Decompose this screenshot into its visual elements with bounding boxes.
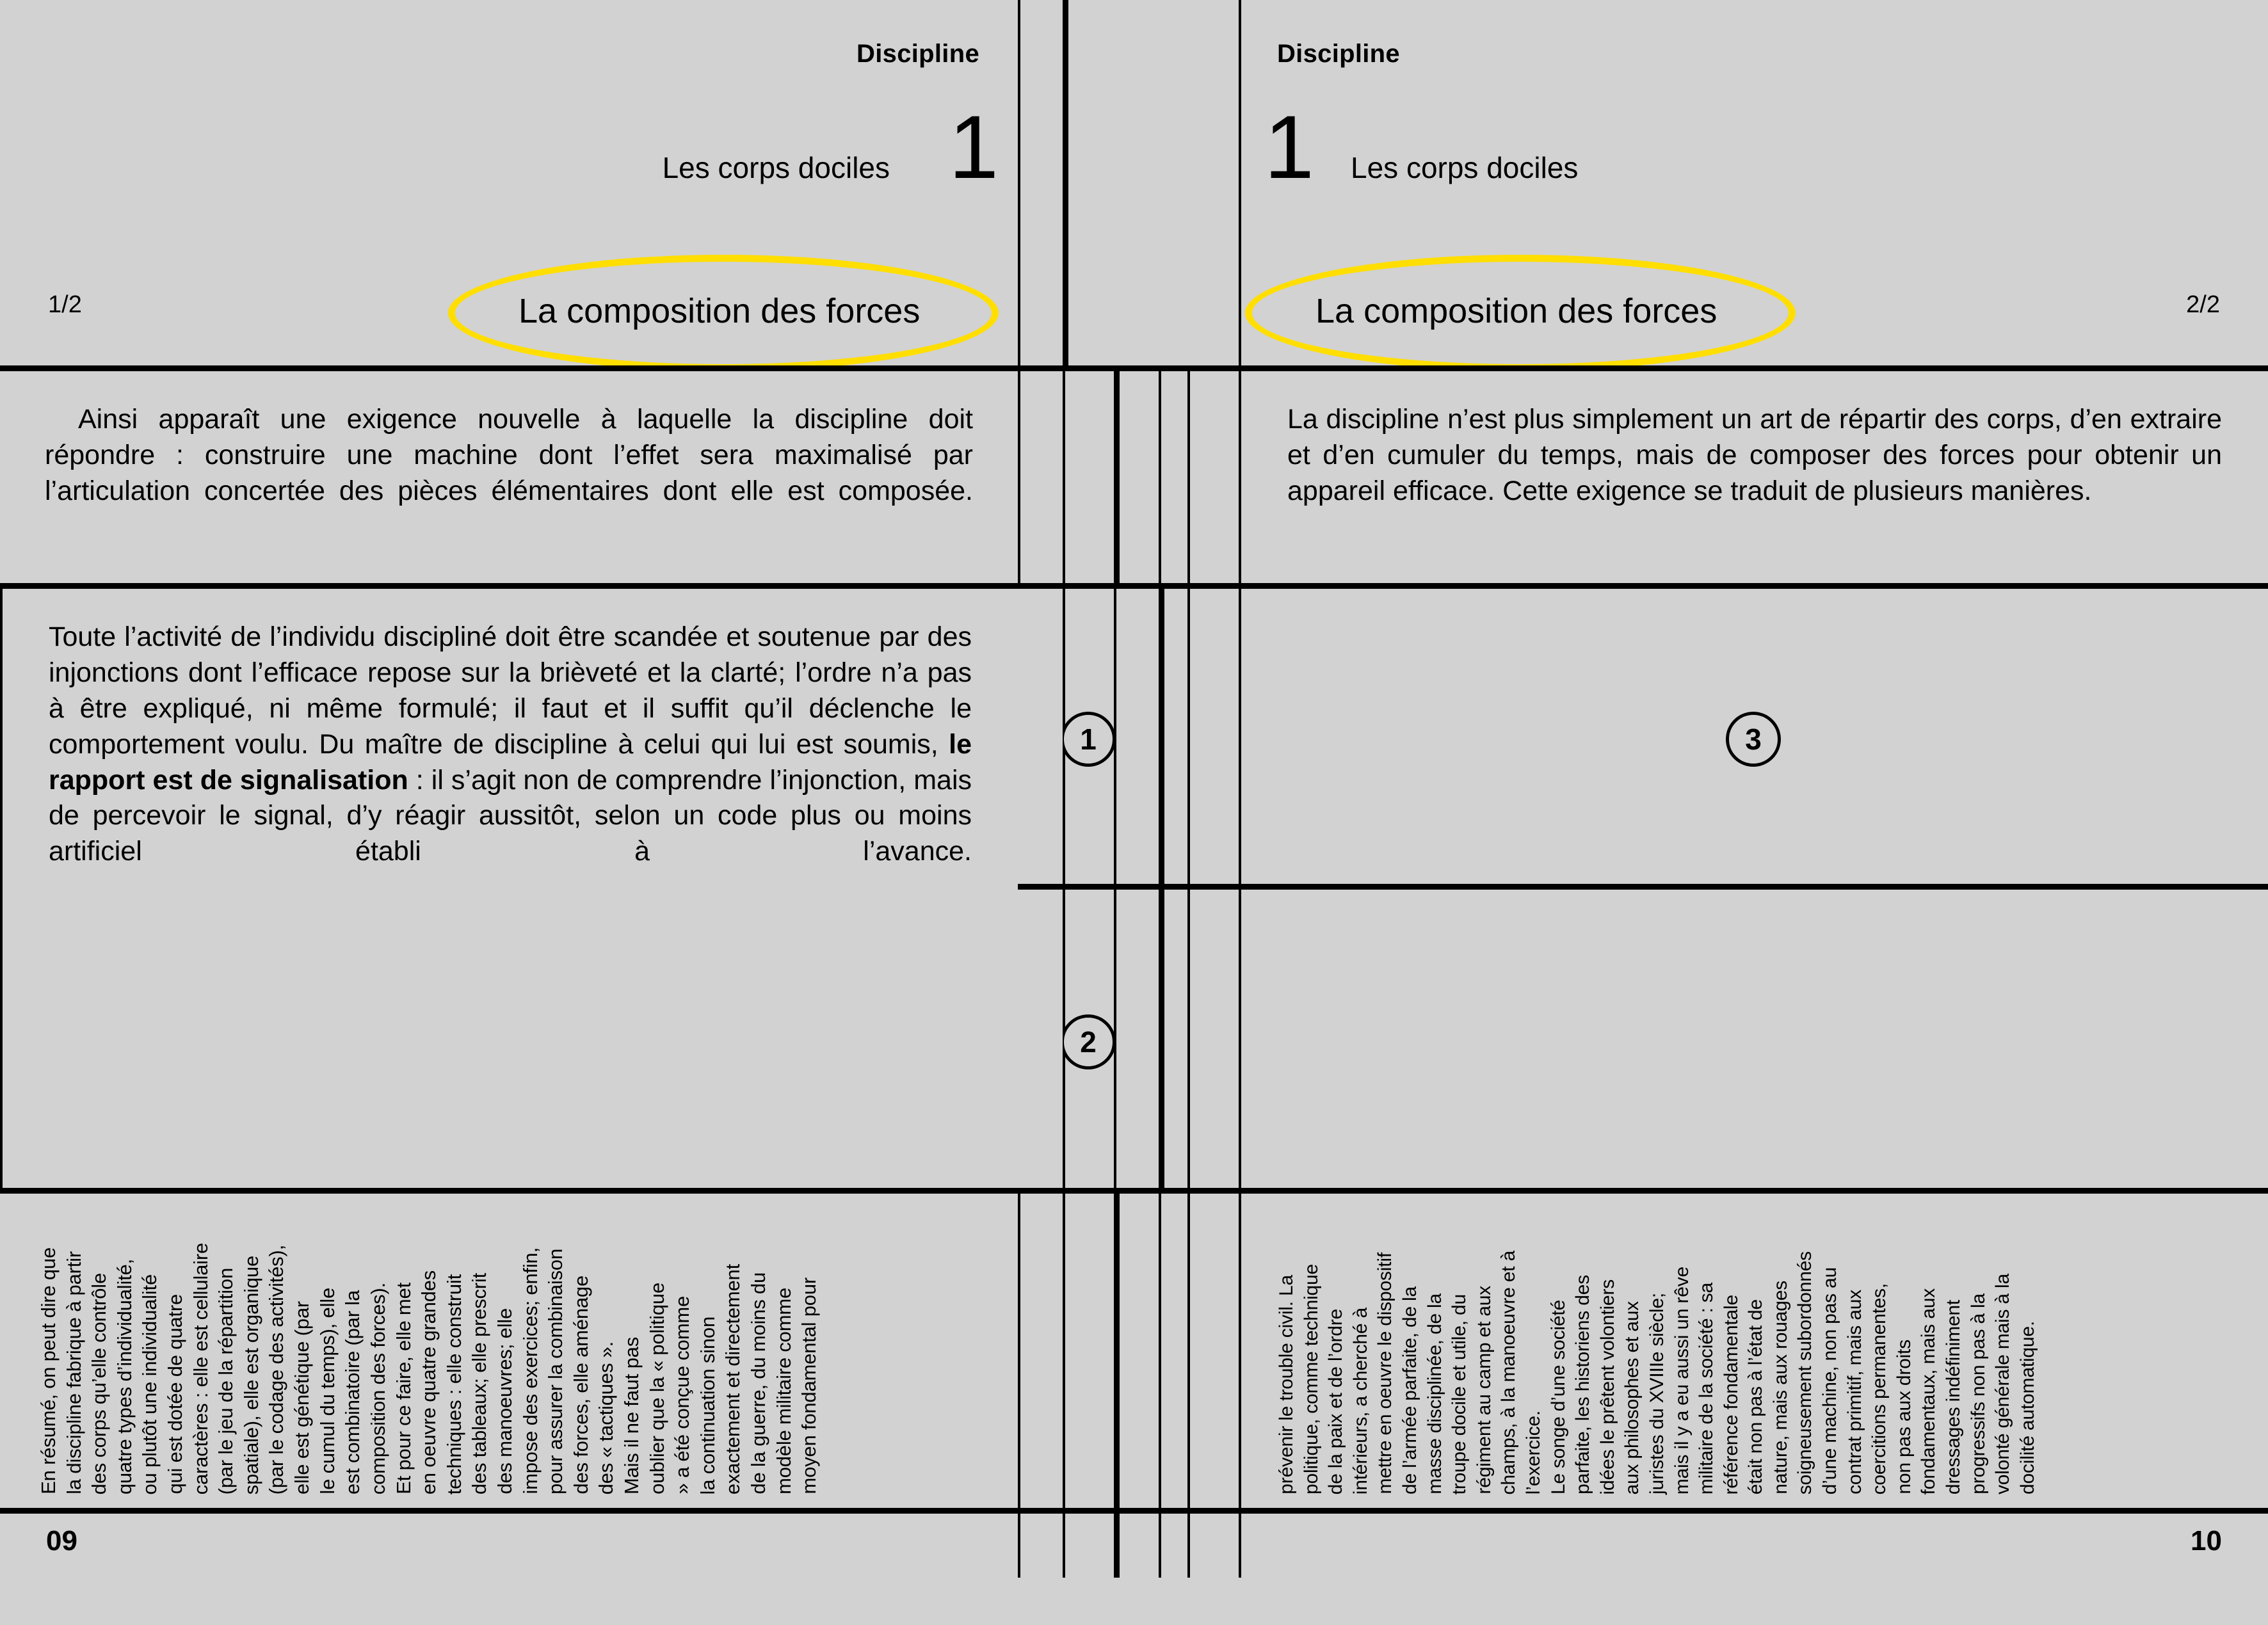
header-bottom-rule <box>0 365 1018 371</box>
divider-line <box>1159 583 1187 589</box>
right-vertical-text-area <box>1239 1194 2268 1514</box>
vertical-line: parfaite, les historiens des <box>1572 1275 1594 1494</box>
gutter-col-d-header <box>1159 0 1187 371</box>
vertical-line: idées le prêtent volontiers <box>1596 1279 1618 1494</box>
vertical-line: impose des exercices; enfin, <box>519 1247 542 1494</box>
vertical-line: modèle militaire comme <box>772 1288 795 1494</box>
gutter-col-a-header <box>1018 0 1063 371</box>
gutter-col-e-header <box>1187 0 1239 371</box>
divider-line <box>1063 0 1068 371</box>
left-section-title: La composition des forces <box>519 292 921 330</box>
divider-line <box>1239 365 2268 371</box>
vertical-line: pour assurer la combinaison <box>544 1248 567 1494</box>
paragraph-text <box>49 620 972 906</box>
vertical-line: (par le jeu de la répartition <box>214 1267 237 1494</box>
vertical-line: elle est génétique (par <box>291 1301 314 1494</box>
left-vertical-lines <box>36 1213 992 1494</box>
divider-line <box>1187 583 1239 589</box>
vertical-line: des manoeuvres; elle <box>493 1308 516 1494</box>
vertical-line: politique, comme technique <box>1300 1263 1322 1494</box>
gutter-col-d-r3 <box>1187 589 1239 890</box>
vertical-line: champs, à la manoeuvre et à <box>1498 1250 1520 1494</box>
divider-line <box>1018 0 1020 371</box>
divider-line <box>1063 1188 1114 1194</box>
vertical-line: mais il y a eu aussi un rêve <box>1671 1266 1693 1494</box>
divider-line <box>1063 884 1114 890</box>
marker-badge-3: 3 <box>1726 712 1781 767</box>
divider-line <box>1239 589 1241 890</box>
divider-line <box>1159 1508 1187 1514</box>
vertical-line: d’une machine, non pas au <box>1819 1267 1841 1494</box>
vertical-line: en oeuvre quatre grandes <box>417 1270 440 1494</box>
vertical-line: coercitions permanentes, <box>1869 1283 1890 1494</box>
gutter-col-a-r6 <box>1018 1514 1063 1578</box>
vertical-line: techniques : elle construit <box>442 1274 465 1494</box>
vertical-line: juristes du XVIIIe siècle; <box>1646 1293 1668 1494</box>
divider-line <box>1063 365 1114 371</box>
divider-line <box>1114 589 1116 890</box>
divider-line <box>1239 890 1241 1194</box>
gutter-col-e-r2 <box>1187 371 1239 589</box>
divider-line <box>1114 1194 1120 1514</box>
right-block-0-text: La discipline n’est plus simplement un art de répartir des corps, d’en extraire et d’en cumuler du temps, mais de composer des forces pour obtenir un appareil efficace. Cette exigence se traduit de plusieurs manières. <box>1287 404 2222 506</box>
divider-line <box>1159 371 1161 589</box>
right-discipline-label: Discipline <box>1277 40 1400 68</box>
right-page-header <box>1239 0 2268 371</box>
divider-line <box>1159 884 1187 890</box>
gutter-col-d-r2 <box>1159 371 1187 589</box>
divider-line <box>1187 884 1239 890</box>
divider-line <box>1239 1194 1241 1514</box>
vertical-line: Mais il ne faut pas <box>620 1336 643 1494</box>
vertical-line: mettre en oeuvre le dispositif <box>1374 1253 1396 1494</box>
vertical-line: qui est dotée de quatre <box>164 1294 187 1494</box>
left-page-header <box>0 0 1018 371</box>
left-chapter-title: Les corps dociles <box>662 151 890 184</box>
vertical-line: soigneusement subordonnés <box>1794 1251 1816 1494</box>
gutter-col-b-r2 <box>1063 371 1114 589</box>
gutter-col-a-r2 <box>1018 371 1063 589</box>
left-discipline-label: Discipline <box>857 40 979 68</box>
divider-line <box>1114 371 1120 589</box>
vertical-line: » a été conçue comme <box>671 1296 694 1494</box>
divider-line <box>1018 365 1063 371</box>
vertical-line: la continuation sinon <box>696 1316 719 1494</box>
gutter-col-d-r4 <box>1187 890 1239 1194</box>
paragraph-text <box>1287 402 2222 509</box>
divider-line <box>1114 583 1159 589</box>
divider-line <box>1239 1514 1241 1578</box>
vertical-line: ou plutôt une individualité <box>138 1274 161 1494</box>
left-folio: 09 <box>46 1525 77 1557</box>
divider-line <box>1114 884 1159 890</box>
divider-line <box>1187 1188 1239 1194</box>
divider-line <box>1114 1188 1159 1194</box>
vertical-line: contrat primitif, mais aux <box>1844 1290 1865 1494</box>
gutter-col-a-r5 <box>1018 1194 1063 1514</box>
divider-line <box>1063 583 1114 589</box>
divider-line <box>1239 1508 2268 1514</box>
vertical-line: est combinatoire (par la <box>341 1290 364 1494</box>
paragraph-text <box>45 402 973 545</box>
vertical-line: des « tactiques ». <box>595 1341 618 1494</box>
divider-line <box>1018 583 1063 589</box>
vertical-line: des corps qu’elle contrôle <box>88 1272 111 1494</box>
vertical-line: non pas aux droits <box>1893 1340 1915 1494</box>
vertical-line: la discipline fabrique à partir <box>62 1251 85 1494</box>
vertical-line: des tableaux; elle prescrit <box>468 1272 491 1494</box>
vertical-line: régiment au camp et aux <box>1473 1286 1495 1494</box>
vertical-line: (par le codage des activités), <box>265 1244 288 1494</box>
gutter-col-b-r6 <box>1063 1514 1114 1578</box>
divider-line <box>1114 1508 1159 1514</box>
left-discipline-number: 1 <box>949 97 999 197</box>
vertical-line: prévenir le trouble civil. La <box>1276 1275 1297 1494</box>
vertical-line: exactement et directement <box>721 1263 744 1494</box>
divider-line <box>1239 1188 2268 1194</box>
vertical-line: caractères : elle est cellulaire <box>189 1242 212 1494</box>
divider-line <box>1114 890 1116 1194</box>
divider-line <box>1239 583 2268 589</box>
vertical-line: le cumul du temps), elle <box>316 1288 339 1494</box>
gutter-col-e-r5 <box>1187 1194 1239 1514</box>
divider-line <box>1063 371 1065 589</box>
divider-line <box>1159 890 1164 1194</box>
divider-line <box>1018 1194 1020 1514</box>
vertical-line: volonté générale mais à la <box>1992 1273 2014 1494</box>
right-block-1 <box>0 589 1018 1194</box>
right-folio: 10 <box>2191 1525 2222 1557</box>
vertical-line: nature, mais aux rouages <box>1769 1281 1791 1494</box>
divider-line <box>1159 1514 1161 1578</box>
gutter-col-b-header <box>1063 0 1114 371</box>
divider-line <box>0 1508 1018 1514</box>
marker-col-left-1 <box>1063 589 1114 890</box>
right-vertical-lines <box>1275 1213 2242 1494</box>
divider-line <box>1114 365 1159 371</box>
marker-col-right-3 <box>1239 589 2268 890</box>
vertical-line: de la guerre, du moins du <box>747 1272 770 1494</box>
vertical-line: progressifs non pas à la <box>1967 1293 1989 1494</box>
vertical-line: militaire de la société : sa <box>1696 1282 1717 1494</box>
vertical-line: dressages indéfiniment <box>1943 1299 1965 1494</box>
vertical-line: masse disciplinée, de la <box>1424 1293 1445 1494</box>
divider-line <box>1018 1514 1020 1578</box>
divider-line <box>1159 1194 1161 1514</box>
divider-line <box>1018 371 1020 589</box>
divider-line <box>0 1188 1018 1194</box>
gutter-col-c-r6 <box>1114 1514 1159 1578</box>
vertical-line: de la paix et de l’ordre <box>1325 1308 1347 1494</box>
vertical-line: Et pour ce faire, elle met <box>392 1283 415 1494</box>
vertical-line: l’exercice. <box>1522 1410 1544 1494</box>
left-block-0-text: Ainsi apparaît une exigence nouvelle à laquelle la discipline doit répondre : construire une machine dont l’effet sera maximalisé par l’articulation concertée des pièces élémentaires dont elle est composée. <box>45 404 973 506</box>
vertical-line: troupe docile et utile, du <box>1449 1293 1470 1494</box>
left-block-0 <box>0 371 1018 589</box>
vertical-line: composition des forces). <box>366 1282 389 1494</box>
divider-line <box>1063 1514 1065 1578</box>
vertical-line: référence fondamentale <box>1720 1294 1742 1494</box>
divider-line <box>1063 1508 1114 1514</box>
divider-line <box>1239 0 1241 371</box>
divider-line <box>1187 890 1190 1194</box>
divider-line <box>0 583 1018 589</box>
vertical-line: En résumé, on peut dire que <box>37 1247 60 1494</box>
divider-line <box>1114 1514 1120 1578</box>
vertical-line: intérieurs, a cherché à <box>1349 1307 1371 1494</box>
vertical-line: quatre types d’individualité, <box>113 1258 136 1494</box>
marker-col-left-2 <box>1063 890 1114 1194</box>
gutter-col-c-r3 <box>1159 589 1187 890</box>
vertical-line: était non pas à l’état de <box>1745 1299 1767 1494</box>
gutter-col-c-header <box>1114 0 1159 371</box>
left-page-footer <box>0 1514 1018 1578</box>
right-block-1-text-before: Toute l’activité de l’individu discipliné doit être scandée et soutenue par des injonctions dont l’efficace repose sur la brièveté et la clarté; l’ordre n’a pas à être expliqué, ni même formulé; il faut et il suffit qu’il déclenche le comportement voulu. Du maître de discipline à celui qui lui est soumis, <box>49 621 972 760</box>
divider-line <box>1239 884 2268 890</box>
divider-line <box>1018 1508 1063 1514</box>
gutter-col-d-r5 <box>1159 1194 1187 1514</box>
gutter-col-c-r5 <box>1114 1194 1159 1514</box>
divider-line <box>1187 1508 1239 1514</box>
vertical-line: aux philosophes et aux <box>1621 1301 1643 1494</box>
divider-line <box>1159 1188 1187 1194</box>
right-chapter-title: Les corps dociles <box>1351 151 1579 184</box>
gutter-col-e-r4 <box>1239 890 2268 1194</box>
marker-badge-2: 2 <box>1063 1014 1114 1069</box>
right-page-fraction: 2/2 <box>2186 291 2220 318</box>
divider-line <box>1187 365 1239 371</box>
gutter-col-b-r4 <box>1114 890 1159 1194</box>
divider-line <box>1187 1514 1190 1578</box>
vertical-line: Le songe d’une société <box>1547 1299 1569 1494</box>
left-vertical-text-area <box>0 1194 1018 1514</box>
gutter-col-b-r5 <box>1063 1194 1114 1514</box>
divider-line <box>1159 365 1187 371</box>
gutter-col-c-r2 <box>1114 371 1159 589</box>
gutter-col-b-r3 <box>1114 589 1159 890</box>
left-page-fraction: 1/2 <box>48 291 82 318</box>
gutter-col-e-r6 <box>1187 1514 1239 1578</box>
divider-line <box>0 589 3 1194</box>
divider-line <box>1187 589 1190 890</box>
right-page-footer <box>1239 1514 2268 1578</box>
divider-line <box>1187 371 1190 589</box>
right-discipline-number: 1 <box>1264 97 1314 197</box>
vertical-line: de l’armée parfaite, de la <box>1399 1286 1420 1494</box>
vertical-line: moyen fondamental pour <box>798 1277 821 1494</box>
vertical-line: des forces, elle aménage <box>569 1276 592 1494</box>
divider-line <box>1239 371 1241 589</box>
divider-line <box>1159 589 1164 890</box>
right-section-title: La composition des forces <box>1315 292 1717 330</box>
vertical-line: fondamentaux, mais aux <box>1918 1288 1940 1494</box>
gutter-col-d-r6 <box>1159 1514 1187 1578</box>
vertical-line: oublier que la « politique <box>645 1283 668 1494</box>
vertical-line: docilité automatique. <box>2016 1321 2038 1494</box>
right-block-0 <box>1239 371 2268 589</box>
right-block-1-bold: le rapport est de signalisation <box>49 728 972 796</box>
divider-line <box>1063 1194 1065 1514</box>
divider-line <box>1187 1194 1190 1514</box>
right-block-1-text-after: : il s’agit non de comprendre l’injonction, mais de percevoir le signal, d’y réagir aussitôt, selon un code plus ou moins artificiel établi à l’avance. <box>49 764 972 867</box>
gutter-col-c-r4 <box>1159 890 1187 1194</box>
marker-badge-1: 1 <box>1063 712 1114 767</box>
vertical-line: spatiale), elle est organique <box>239 1255 262 1494</box>
